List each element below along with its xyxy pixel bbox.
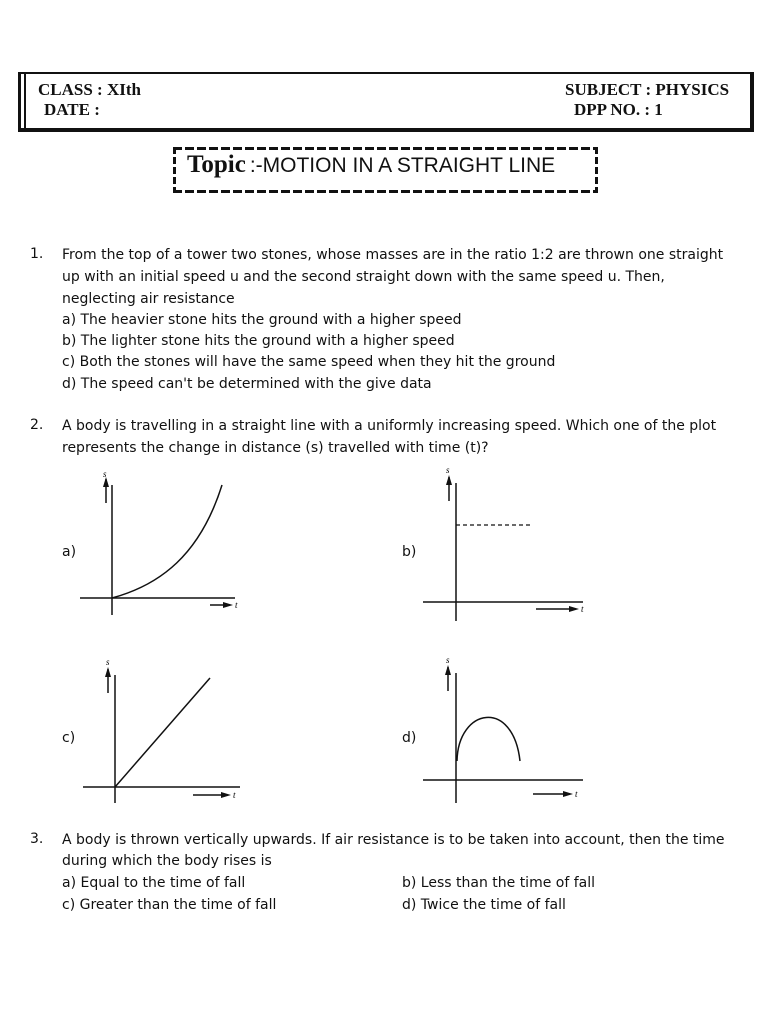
topic-prefix: Topic [187,151,246,178]
graph-b [418,463,598,623]
question-1-option-a: a) The heavier stone hits the ground with a higher speed [62,312,462,328]
graph-a-t-arrow-head [223,602,233,608]
question-3-line-2: during which the body rises is [62,853,272,869]
graph-b-t-label: t [581,604,584,614]
graph-d-t-arrow-head [563,791,573,797]
graph-a-t-label: t [235,600,238,610]
question-2-option-d-label: d) [402,730,417,746]
graph-c-t-arrow-head [221,792,231,798]
question-1-number: 1. [30,246,44,262]
question-3-option-b: b) Less than the time of fall [402,875,596,891]
topic-title: :-MOTION IN A STRAIGHT LINE [249,154,556,177]
topic-border-bottom [173,190,598,193]
question-1-line-3: neglecting air resistance [62,291,235,307]
header-border-left-inner [24,72,26,132]
graph-c-t-label: t [233,790,236,800]
header-border-bottom [18,128,754,132]
question-1-option-d: d) The speed can't be determined with the give data [62,376,432,392]
question-1-option-c: c) Both the stones will have the same speed when they hit the ground [62,354,556,370]
question-1-line-1: From the top of a tower two stones, whose masses are in the ratio 1:2 are thrown one straight [62,247,724,263]
question-2-line-2: represents the change in distance (s) travelled with time (t)? [62,440,489,456]
question-3-number: 3. [30,831,44,847]
graph-c [78,655,253,805]
question-1-line-2: up with an initial speed u and the second straight down with the same speed u. Then, [62,269,665,285]
graph-b-s-arrow-head [446,475,452,485]
graph-d-s-arrow-head [445,665,451,675]
topic-border-top [173,147,598,150]
graph-d [418,653,593,808]
graph-c-s-label: s [106,657,110,667]
graph-d-s-label: s [446,655,450,665]
question-2-line-1: A body is travelling in a straight line with a uniformly increasing speed. Which one of the plot [62,418,717,434]
graph-a-s-label: s [103,469,107,479]
header-border-right [750,72,754,132]
subject-label: SUBJECT : PHYSICS [565,80,730,99]
graph-a-curve [112,485,222,598]
question-2-option-a-label: a) [62,544,77,560]
date-label: DATE : [44,100,100,119]
question-2-option-b-label: b) [402,544,417,560]
header-box [18,72,754,132]
graph-b-t-arrow-head [569,606,579,612]
class-label: CLASS : XIth [38,80,141,99]
topic-heading [187,151,555,179]
graph-c-line [115,678,210,787]
graph-d-t-label: t [575,789,578,799]
question-3-option-a: a) Equal to the time of fall [62,875,246,891]
topic-box [173,147,598,193]
header-border-top [18,72,754,74]
graph-d-arc [457,717,520,761]
topic-border-left [173,147,176,193]
question-2-option-c-label: c) [62,730,76,746]
graph-c-s-arrow-head [105,667,111,677]
header-border-left [18,72,21,132]
graph-a [70,465,250,620]
question-2-number: 2. [30,417,44,433]
topic-border-right [595,147,598,193]
question-3-line-1: A body is thrown vertically upwards. If air resistance is to be taken into account, then the time [62,832,725,848]
graph-b-s-label: s [446,465,450,475]
question-3-option-c: c) Greater than the time of fall [62,897,277,913]
question-3-option-d: d) Twice the time of fall [402,897,566,913]
dpp-label: DPP NO. : 1 [574,100,663,119]
question-1-option-b: b) The lighter stone hits the ground with a higher speed [62,333,455,349]
